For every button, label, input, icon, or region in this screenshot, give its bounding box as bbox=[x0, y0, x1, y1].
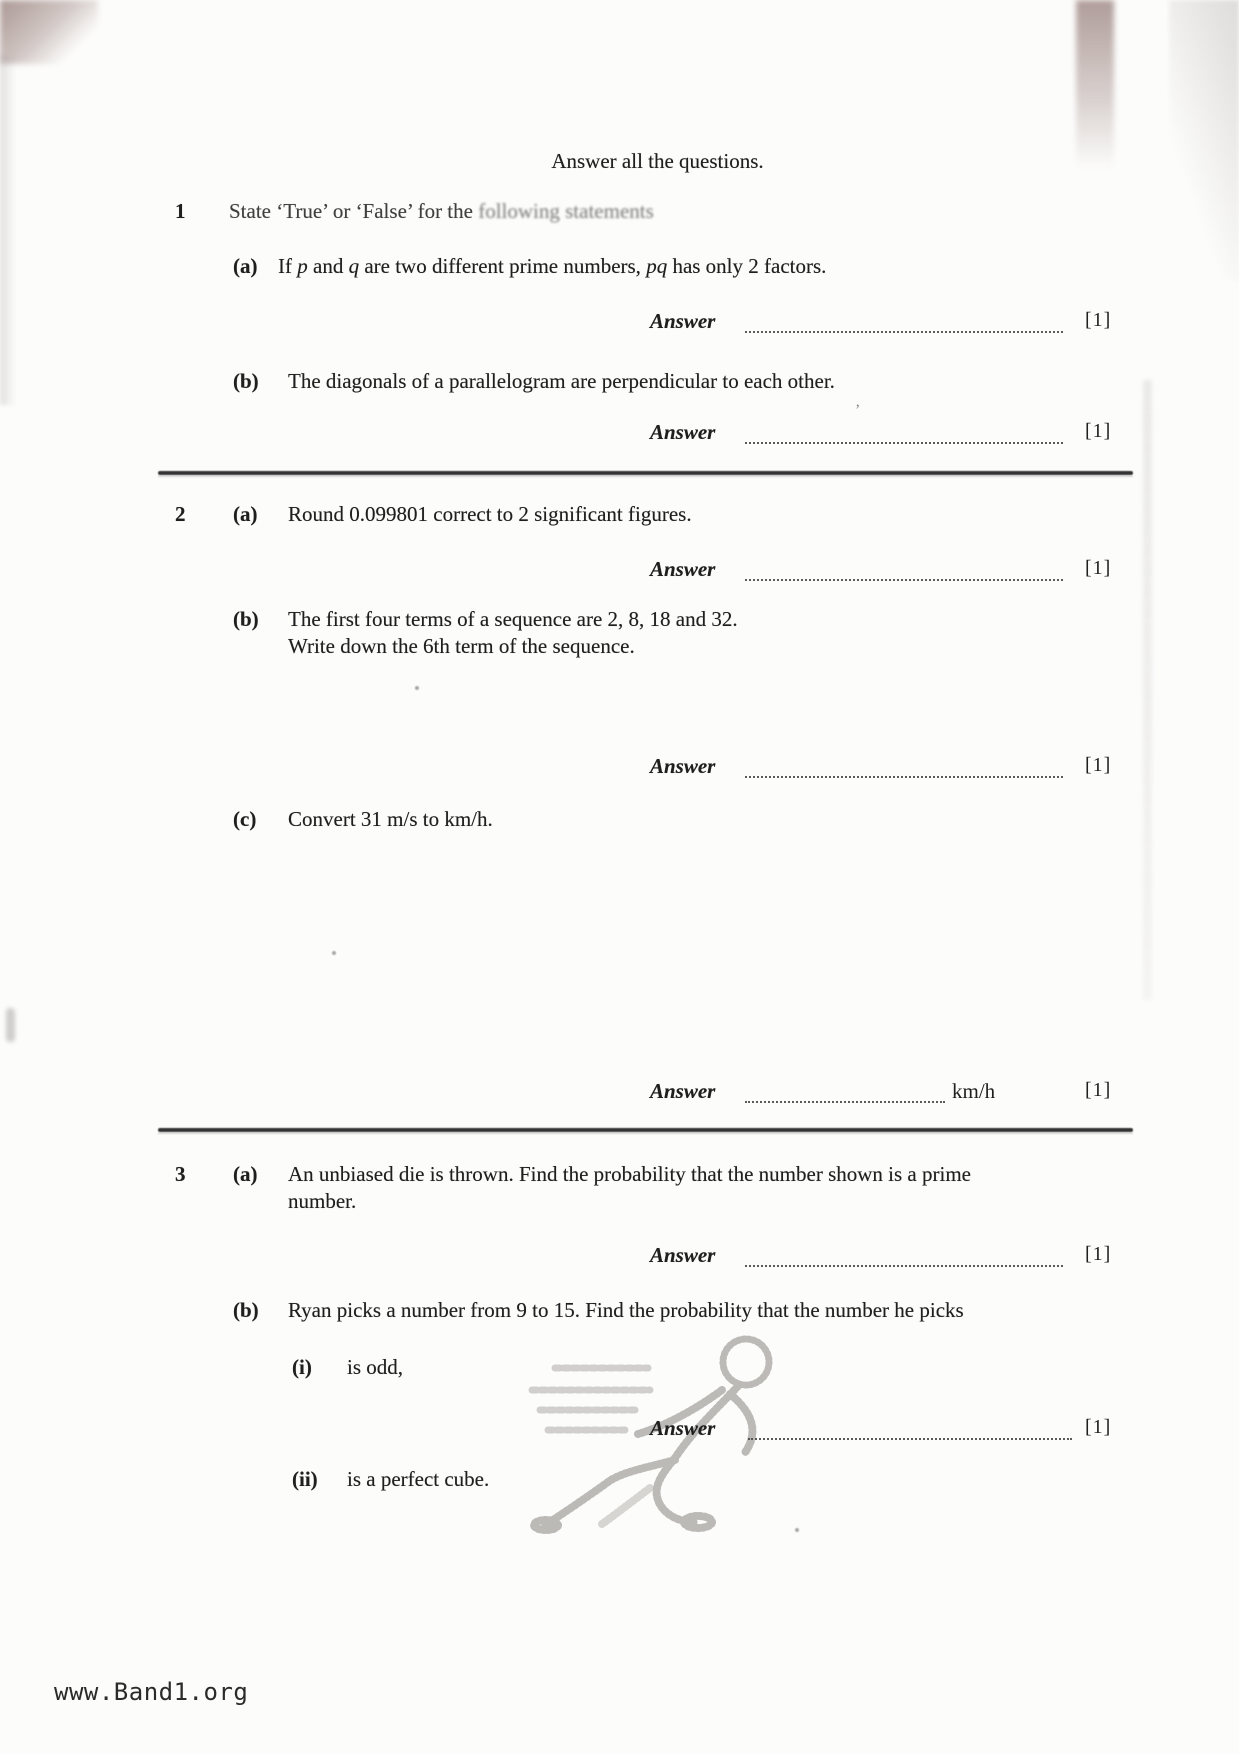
answer-unit: km/h bbox=[952, 1079, 996, 1103]
answer-dotted-line bbox=[745, 1243, 1063, 1267]
answer-label: Answer bbox=[650, 754, 716, 778]
part-label: (b) bbox=[233, 1298, 259, 1322]
part-label: (a) bbox=[233, 1162, 258, 1186]
subpart-label: (i) bbox=[292, 1355, 312, 1379]
answer-dotted-line bbox=[745, 420, 1063, 444]
marks-badge: [1] bbox=[1085, 309, 1112, 331]
question-2b-line2: Write down the 6th term of the sequence. bbox=[288, 634, 635, 658]
question-3b-text: Ryan picks a number from 9 to 15. Find the probability that the number he picks bbox=[288, 1298, 964, 1322]
answer-line-q2c bbox=[0, 1079, 1239, 1109]
scan-mark-left-margin bbox=[6, 1008, 15, 1042]
stray-dot-2 bbox=[332, 951, 336, 955]
marks-badge: [1] bbox=[1085, 1079, 1112, 1101]
marks-badge: [1] bbox=[1085, 754, 1112, 776]
question-1-number: 1 bbox=[175, 199, 186, 223]
part-label: (a) bbox=[233, 254, 258, 278]
question-3a-line1: An unbiased die is thrown. Find the probability that the number shown is a prime bbox=[288, 1162, 971, 1186]
question-3b-i-text: is odd, bbox=[347, 1355, 404, 1379]
marks-badge: [1] bbox=[1085, 557, 1112, 579]
question-2b-line1: The first four terms of a sequence are 2, 8, 18 and 32. bbox=[288, 607, 738, 631]
scan-shading-left-edge bbox=[0, 55, 16, 405]
scan-smudge-top-left bbox=[0, 0, 98, 64]
section-divider-2 bbox=[158, 1128, 1133, 1132]
stray-dot-3 bbox=[795, 1528, 799, 1532]
stray-apostrophe-mark: ’ bbox=[855, 402, 861, 419]
marks-badge: [1] bbox=[1085, 420, 1112, 442]
part-label: (c) bbox=[233, 807, 257, 831]
part-label: (b) bbox=[233, 607, 259, 631]
answer-line-q3b-i bbox=[0, 1416, 1239, 1446]
answer-dotted-line bbox=[748, 1416, 1072, 1440]
answer-label: Answer bbox=[650, 309, 716, 333]
question-2a-text: Round 0.099801 correct to 2 significant figures. bbox=[288, 502, 692, 526]
question-1-intro: State ‘True’ or ‘False’ for the following statements bbox=[229, 199, 654, 223]
part-label: (a) bbox=[233, 502, 258, 526]
footer-site-url: www.Band1.org bbox=[54, 1678, 249, 1706]
answer-line-q1b bbox=[0, 420, 1239, 450]
answer-label: Answer bbox=[650, 420, 716, 444]
answer-dotted-line bbox=[745, 309, 1063, 333]
page-instruction: Answer all the questions. bbox=[551, 149, 764, 173]
answer-dotted-line bbox=[745, 557, 1063, 581]
stray-dot-1 bbox=[415, 686, 419, 690]
answer-dotted-line bbox=[745, 1079, 945, 1103]
section-divider-1 bbox=[158, 471, 1133, 475]
question-3a-line2: number. bbox=[288, 1189, 357, 1213]
answer-label: Answer bbox=[650, 1243, 716, 1267]
marks-badge: [1] bbox=[1085, 1416, 1112, 1438]
answer-label: Answer bbox=[650, 557, 716, 581]
answer-label: Answer bbox=[650, 1416, 716, 1440]
answer-label: Answer bbox=[650, 1079, 716, 1103]
answer-line-q3a bbox=[0, 1243, 1239, 1273]
question-1b-text: The diagonals of a parallelogram are perpendicular to each other. bbox=[288, 369, 835, 393]
question-2-number: 2 bbox=[175, 502, 186, 526]
marks-badge: [1] bbox=[1085, 1243, 1112, 1265]
question-3-number: 3 bbox=[175, 1162, 186, 1186]
answer-line-q2a bbox=[0, 557, 1239, 587]
scan-shading-right-edge bbox=[1143, 380, 1152, 1000]
scan-shading-top-right bbox=[1169, 0, 1239, 280]
question-2c-text: Convert 31 m/s to km/h. bbox=[288, 807, 493, 831]
question-3b-ii-text: is a perfect cube. bbox=[347, 1467, 490, 1491]
answer-dotted-line bbox=[745, 754, 1063, 778]
answer-line-q2b bbox=[0, 754, 1239, 784]
answer-line-q1a bbox=[0, 309, 1239, 339]
part-label: (b) bbox=[233, 369, 259, 393]
subpart-label: (ii) bbox=[292, 1467, 318, 1491]
question-1a-text: If p and q are two different prime numbers, pq has only 2 factors. bbox=[278, 254, 827, 278]
